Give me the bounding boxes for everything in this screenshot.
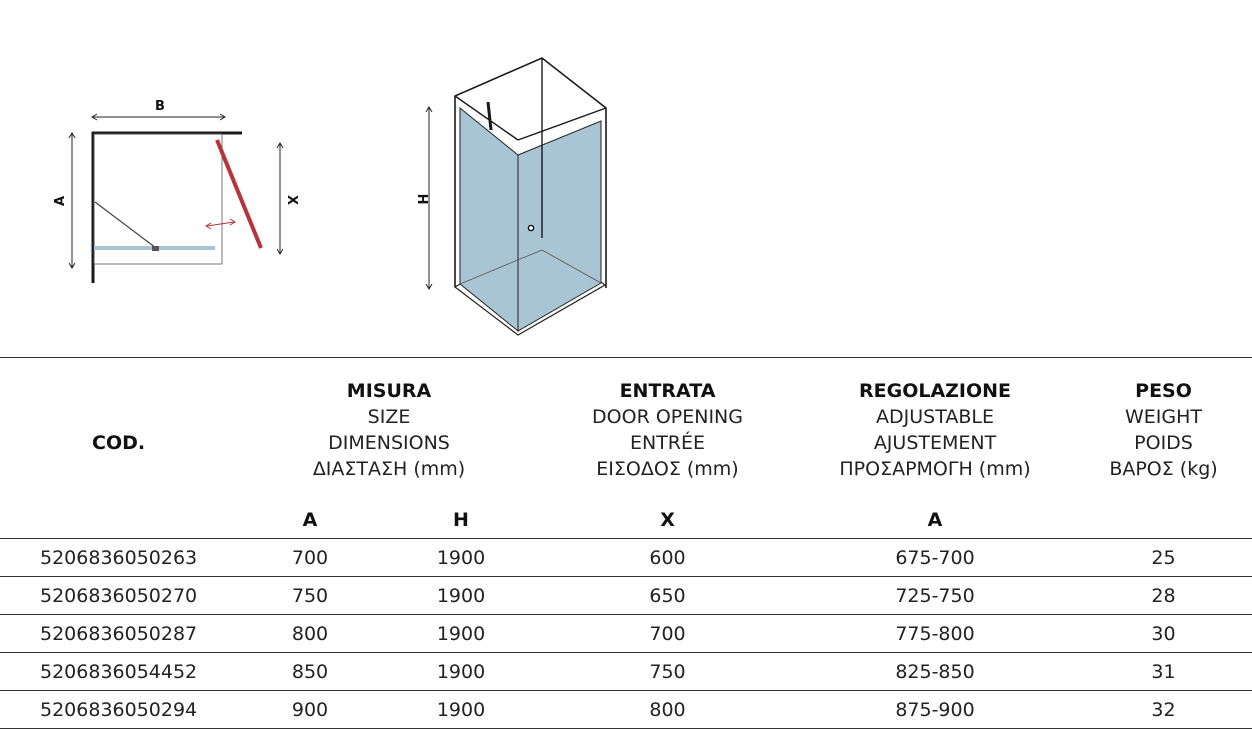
cell-code: 5206836050270: [0, 577, 238, 615]
product-diagrams: [0, 0, 1252, 350]
subheader-weight-empty: [1075, 502, 1252, 539]
dimension-a-label: A: [53, 195, 68, 207]
header-size-en: SIZE: [367, 406, 411, 428]
door-swing-arrow: [206, 219, 235, 229]
plan-view-diagram: [53, 99, 299, 283]
cell-x: 600: [540, 539, 795, 577]
header-opening-gr: ΕΙΣΟΔΟΣ (mm): [596, 458, 739, 480]
shower-tray-outline: [94, 134, 222, 264]
door-handle: [528, 225, 533, 230]
dimension-h-label: H: [414, 193, 429, 205]
cell-adjust: 775-800: [795, 615, 1075, 653]
header-opening-en: DOOR OPENING: [592, 406, 743, 428]
table-row: [0, 577, 1252, 615]
subheader-empty: [0, 502, 238, 539]
support-arm: [95, 202, 156, 248]
cell-x: 750: [540, 653, 795, 691]
open-door-panel: [217, 140, 261, 248]
header-adjust-gr: ΠΡΟΣΑΡΜΟΓΗ (mm): [839, 458, 1031, 480]
cell-weight: 31: [1075, 653, 1252, 691]
isometric-view-diagram: [414, 58, 606, 335]
table-row: [0, 539, 1252, 577]
cell-weight: 25: [1075, 539, 1252, 577]
header-weight-it: PESO: [1135, 380, 1192, 402]
cell-code: 5206836050287: [0, 615, 238, 653]
header-adjust-it: REGOLAZIONE: [858, 380, 1012, 402]
header-weight: [1075, 358, 1252, 503]
dimension-b-label: B: [155, 99, 165, 114]
cell-h: 1900: [382, 615, 540, 653]
cell-h: 1900: [382, 691, 540, 729]
header-adjust: [795, 358, 1075, 503]
subheader-h: H: [453, 509, 469, 531]
dimension-x-arrow: [277, 143, 283, 254]
header-size-fr: DIMENSIONS: [328, 432, 450, 454]
header-size-it: MISURA: [346, 380, 432, 402]
cell-h: 1900: [382, 577, 540, 615]
header-adjust-en: ADJUSTABLE: [876, 406, 994, 428]
cell-a: 850: [238, 653, 382, 691]
cell-x: 650: [540, 577, 795, 615]
header-weight-fr: POIDS: [1134, 432, 1193, 454]
cell-weight: 32: [1075, 691, 1252, 729]
header-adjust-fr: AJUSTEMENT: [873, 432, 997, 454]
cell-weight: 30: [1075, 615, 1252, 653]
subheader-adjust-a: A: [927, 509, 943, 531]
cell-adjust: 875-900: [795, 691, 1075, 729]
subheader-x: X: [660, 509, 675, 531]
cell-code: 5206836054452: [0, 653, 238, 691]
dimension-a-arrow: [69, 133, 75, 268]
cell-h: 1900: [382, 539, 540, 577]
header-opening-it: ENTRATA: [619, 380, 716, 402]
cell-a: 750: [238, 577, 382, 615]
header-opening: [540, 358, 795, 503]
specification-table: [0, 357, 1252, 729]
specification-table-wrapper: [0, 357, 1252, 729]
header-code: COD.: [0, 358, 238, 503]
cell-a: 800: [238, 615, 382, 653]
cell-a: 700: [238, 539, 382, 577]
cell-adjust: 725-750: [795, 577, 1075, 615]
table-row: [0, 615, 1252, 653]
hinge-block: [152, 246, 159, 251]
cell-a: 900: [238, 691, 382, 729]
header-weight-en: WEIGHT: [1125, 406, 1203, 428]
dimension-b-arrow: [92, 114, 225, 120]
cell-h: 1900: [382, 653, 540, 691]
table-header-row: [0, 358, 1252, 503]
cell-adjust: 675-700: [795, 539, 1075, 577]
cell-code: 5206836050263: [0, 539, 238, 577]
cell-x: 800: [540, 691, 795, 729]
cell-adjust: 825-850: [795, 653, 1075, 691]
header-weight-gr: ΒΑΡΟΣ (kg): [1109, 458, 1218, 480]
header-size-gr: ΔΙΑΣΤΑΣΗ (mm): [312, 458, 466, 480]
header-size: [238, 358, 540, 503]
subheader-a: A: [302, 509, 318, 531]
door-hinge-bar: [488, 102, 491, 130]
table-row: [0, 653, 1252, 691]
cell-x: 700: [540, 615, 795, 653]
cell-weight: 28: [1075, 577, 1252, 615]
header-opening-fr: ENTRÉE: [629, 432, 706, 454]
dimension-x-label: X: [284, 194, 299, 206]
table-subheader-row: [0, 502, 1252, 539]
cell-code: 5206836050294: [0, 691, 238, 729]
